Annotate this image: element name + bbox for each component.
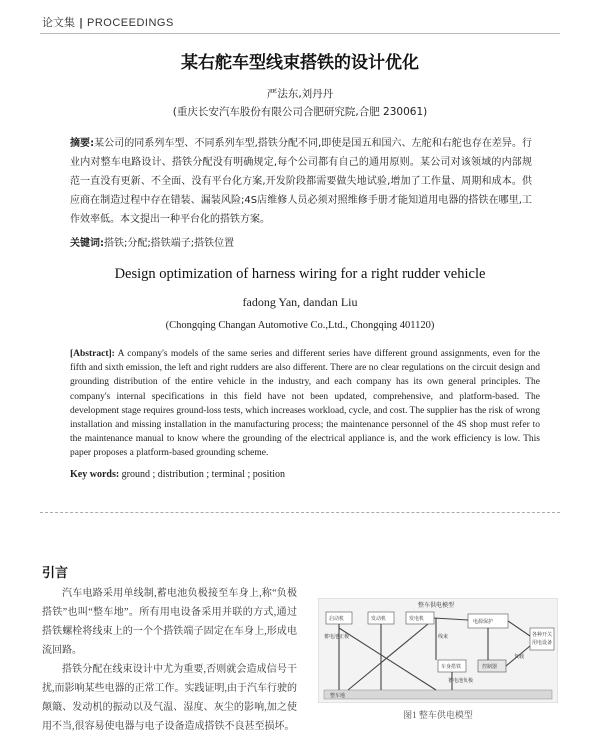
body-paragraph-2: 搭铁分配在线束设计中尤为重要,否则就会造成信号干扰,而影响某些电器的正常工作。实践证明,由于汽车行驶的颠簸、发动机的振动以及气温、湿度、灰尘的影响,加之使用不当,很容易使电器与电子设备造成搭铁不良甚至损坏。 [42, 664, 297, 732]
paper-title-cn: 某右舵车型线束搭铁的设计优化 [181, 53, 419, 73]
starter-label: 启动机 [329, 616, 345, 622]
power-supply-diagram [318, 598, 558, 703]
figure-title: 整车供电模型 [418, 602, 455, 609]
abstract-cn [70, 134, 532, 229]
ecu-label: 控制器 [482, 664, 498, 670]
bus-label: 负载 [514, 654, 525, 660]
engine-label: 发动机 [371, 616, 387, 622]
affiliation-en: (Chongqing Changan Automotive Co.,Ltd., Chongqing 401120) [165, 320, 435, 331]
keywords-cn [70, 234, 234, 249]
electrical-note: 各种开关 [532, 632, 553, 638]
abstract-cn-label: 摘要: [70, 138, 95, 149]
body-text [42, 584, 297, 736]
running-header [42, 14, 174, 30]
body-paragraph-1: 汽车电路采用单线制,蓄电池负极接至车身上,称“负极搭铁”也叫“整车地”。所有用电设备采用并联的方式,通过搭铁螺栓将线束上的一个个搭铁端子固定在车身上,形成电流回路。 [42, 588, 297, 656]
vehicle-ground-bar [324, 690, 552, 699]
abstract-cn-text: 某公司的同系列车型、不同系列车型,搭铁分配不同,即使是国五和国六、左舵和右舵也存在差异。行业内对整车电路设计、搭铁分配没有明确规定,每个公司都有自己的通用原则。某公司对该领域的内部规范一直没有更新、不全面、没有平台化方案,开发阶段都需要做失地试验,增加了工作量、周期和成本。供应商在制造过程中存在错装、漏装风险;4S店维修人员必须对照维修手册才能知道用电器的搭铁在哪里,工作效率低。本文提出一种平台化的搭铁方案。 [70, 138, 533, 225]
header-en: PROCEEDINGS [87, 17, 174, 29]
keywords-en [70, 469, 285, 480]
authors-en: fadong Yan, dandan Liu [242, 295, 358, 309]
header-cn: 论文集 [42, 16, 75, 29]
keywords-cn-text: 搭铁;分配;搭铁端子;搭铁位置 [104, 238, 235, 249]
generator-label: 发电机 [409, 616, 425, 622]
section-title: 引言 [42, 566, 69, 581]
paper-title-en: Design optimization of harness wiring for a right rudder vehicle [114, 266, 486, 282]
section-divider [40, 512, 560, 513]
affiliation-cn: (重庆长安汽车股份有限公司合肥研究院,合肥 230061) [172, 106, 428, 118]
header-separator: | [79, 16, 84, 29]
keywords-cn-label: 关键词: [70, 238, 104, 249]
body-ground-label: 车身搭铁 [441, 664, 462, 670]
fuse-box-label: 电源保护 [473, 619, 494, 625]
abstract-en-text: A company's models of the same series and different series have different ground assignments, even for the fifth and sixth emission, the left and right rudders are also different. There are no clear regulations on the circuit design and grounding distribution of the entire vehicle in the industry, and each company has its own general principles. The company's internal specifications in this field have not been updated, comprehensive, and platform-based. The development stage requires ground-loss tests, which increases workload, cycle, and cost. The supplier has the risk of wrong installation and missing installation in the manufacturing process; the maintenance personnel of the 4S shop must refer to the maintenance manual to know where the grounding of the electrical appliance is, and the work efficiency is low. This paper proposes a platform-based grounding scheme. [70, 349, 540, 459]
header-rule [40, 33, 560, 34]
abstract-en-label: [Abstract]: [70, 349, 115, 359]
abstract-en [70, 347, 540, 461]
figure-caption: 图1 整车供电模型 [403, 710, 473, 720]
ground-note: 蓄电池负极 [448, 678, 474, 684]
keywords-en-text: ground ; distribution ; terminal ; position [121, 469, 285, 480]
keywords-en-label: Key words: [70, 469, 120, 480]
figure-background [318, 598, 558, 703]
battery-positive-label: 蓄电池正极 [324, 634, 350, 640]
authors-cn: 严法东,刘丹丹 [266, 88, 334, 100]
loads-label: 用电设备 [532, 640, 553, 646]
vehicle-ground-label: 整车地 [330, 693, 346, 699]
wire-harness-label: 线束 [438, 634, 449, 640]
